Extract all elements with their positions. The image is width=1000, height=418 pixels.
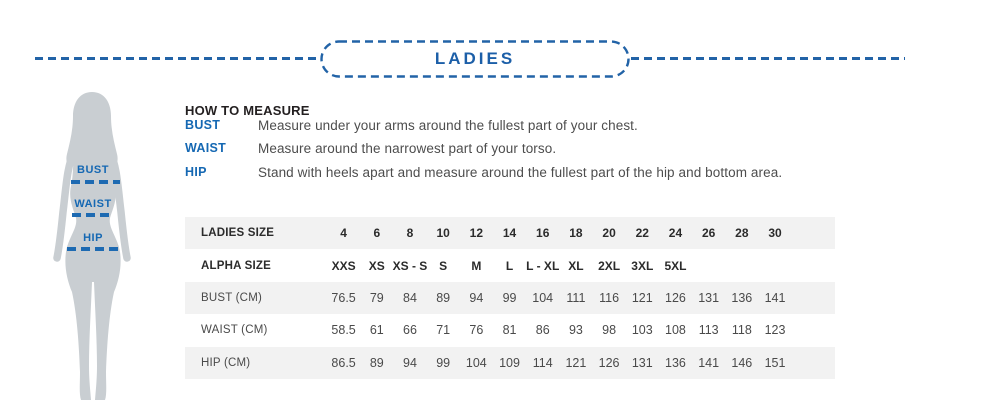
table-cell: 146 [731, 355, 753, 370]
table-cell: 141 [764, 290, 786, 305]
table-cell: 103 [631, 323, 653, 338]
row-label: LADIES SIZE [201, 227, 275, 240]
table-cell: 89 [436, 290, 451, 305]
table-cell: 84 [403, 290, 417, 305]
table-cell: 6 [373, 226, 381, 241]
measure-instruction-waist [185, 141, 885, 164]
table-row-ladies-size [185, 217, 835, 249]
table-cell: 22 [635, 226, 649, 241]
table-cell: 121 [565, 355, 587, 370]
row-label: BUST (CM) [201, 291, 263, 304]
table-cell: 81 [502, 323, 517, 338]
table-cell: 111 [566, 290, 586, 305]
header-dashed-line-left [35, 57, 319, 60]
table-cell: 26 [701, 226, 716, 241]
table-cell: M [471, 258, 482, 273]
table-cell: 99 [436, 355, 451, 370]
table-cell: 8 [406, 226, 414, 241]
table-cell: 58.5 [331, 323, 356, 338]
table-cell: 61 [369, 323, 384, 338]
measure-desc-hip: Stand with heels apart and measure around the fullest part of the hip and bottom area. [258, 164, 783, 180]
table-cell: 94 [403, 355, 417, 370]
page-title: LADIES [434, 49, 516, 68]
table-cell: 3XL [631, 258, 654, 273]
table-cell: 104 [465, 355, 487, 370]
table-cell: 141 [698, 355, 720, 370]
table-cell: 131 [631, 355, 653, 370]
measure-desc-waist: Measure around the narrowest part of your torso. [258, 141, 557, 157]
table-row-hip-cm [185, 347, 835, 379]
header-pill [320, 40, 630, 78]
table-cell: 109 [499, 355, 520, 370]
table-cell: 99 [502, 290, 517, 305]
table-cell: 18 [569, 226, 583, 241]
figure-hip-label: HIP [83, 232, 103, 244]
table-row-bust-cm [185, 282, 835, 314]
table-row-waist-cm [185, 314, 835, 346]
measure-term-hip: HIP [185, 164, 207, 179]
figure-hip-line [67, 247, 120, 251]
table-cell: XS [368, 258, 385, 273]
table-cell: 24 [668, 226, 683, 241]
table-cell: 71 [436, 323, 451, 338]
size-table [185, 217, 835, 379]
table-cell: 104 [532, 290, 554, 305]
figure-waist-label: WAIST [74, 198, 112, 210]
table-cell: 126 [665, 290, 686, 305]
table-cell: 121 [631, 290, 653, 305]
table-cell: 2XL [598, 258, 621, 273]
table-cell: XS - S [392, 258, 428, 273]
header-dashed-line-right [631, 57, 905, 60]
table-cell: 76.5 [331, 290, 356, 305]
table-cell: 113 [698, 323, 719, 338]
female-silhouette [40, 90, 180, 412]
table-cell: 28 [735, 226, 749, 241]
table-cell: 118 [731, 323, 752, 338]
figure-bust-line [71, 180, 120, 184]
table-cell: 93 [568, 323, 583, 338]
table-cell: 86.5 [331, 355, 356, 370]
figure-waist-line [72, 213, 114, 217]
row-label: HIP (CM) [201, 356, 251, 369]
figure-bust-label: BUST [77, 164, 109, 176]
table-cell: 114 [532, 355, 553, 370]
table-cell: 5XL [664, 258, 687, 273]
measure-desc-bust: Measure under your arms around the fullest part of your chest. [258, 118, 638, 133]
table-cell: 14 [502, 226, 517, 241]
table-cell: L - XL [526, 258, 560, 273]
table-cell: 94 [469, 290, 484, 305]
table-cell: 151 [764, 355, 786, 370]
table-cell: XL [568, 258, 584, 273]
table-cell: 136 [665, 355, 686, 370]
table-cell: 4 [340, 226, 347, 241]
table-cell: L [505, 258, 514, 273]
table-cell: 10 [436, 226, 450, 241]
table-cell: 76 [469, 323, 484, 338]
row-label: WAIST (CM) [201, 324, 268, 337]
measurement-figure [40, 90, 180, 412]
table-cell: 98 [602, 323, 617, 338]
measure-term-waist: WAIST [185, 141, 227, 156]
table-cell: 20 [602, 226, 616, 241]
table-cell: 30 [768, 226, 782, 241]
table-cell: 16 [536, 226, 550, 241]
table-cell: 126 [598, 355, 620, 370]
table-cell: 12 [469, 226, 484, 241]
table-cell: S [439, 258, 448, 273]
row-label: ALPHA SIZE [201, 259, 271, 272]
how-to-measure-title: HOW TO MEASURE [185, 103, 310, 118]
table-cell: 86 [535, 323, 550, 338]
how-to-measure-section [185, 103, 885, 188]
table-cell: 116 [599, 290, 620, 305]
table-cell: 123 [764, 323, 786, 338]
measure-term-bust: BUST [185, 118, 221, 132]
table-cell: 79 [369, 290, 384, 305]
table-cell: 89 [369, 355, 384, 370]
table-cell: 136 [731, 290, 753, 305]
table-row-alpha-size [185, 249, 835, 281]
table-cell: 108 [665, 323, 686, 338]
measure-instruction-hip [185, 165, 885, 188]
table-cell: 66 [403, 323, 417, 338]
table-cell: 131 [698, 290, 720, 305]
measure-instruction-bust [185, 118, 885, 141]
table-cell: XXS [331, 258, 356, 273]
